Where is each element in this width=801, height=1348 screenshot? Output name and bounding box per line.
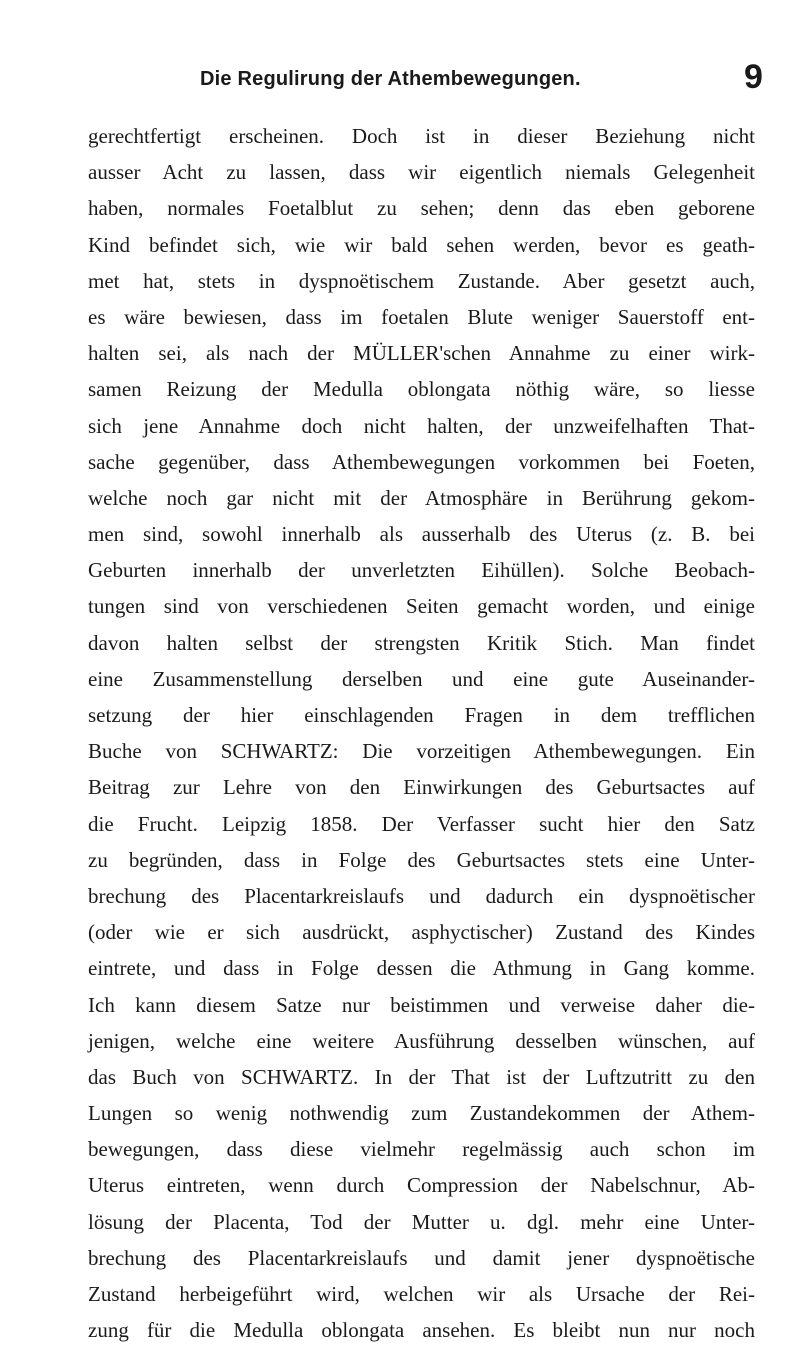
text-line: sache gegenüber, dass Athembewegungen vorkommen bei Foeten, [88,449,755,474]
text-line: gerechtfertigt erscheinen. Doch ist in dieser Beziehung nicht [88,124,755,148]
text-line: eintrete, und dass in Folge dessen die Athmung in Gang komme. [88,956,755,981]
text-line: welche noch gar nicht mit der Atmosphäre in Berührung gekom- [88,485,755,510]
text-line: Ich kann diesem Satze nur beistimmen und verweise daher die- [88,992,755,1017]
running-title: Die Regulirung der Athembewegungen. [200,68,581,90]
text-line: bewegungen, dass diese vielmehr regelmässig auch schon im [88,1137,755,1162]
text-line: das Buch von SCHWARTZ. In der That ist der Luftzutritt zu den [88,1064,755,1089]
text-line: eine Zusammenstellung derselben und eine gute Auseinander- [88,666,755,691]
text-line: brechung des Placentarkreislaufs und dadurch ein dyspnoëtischer [88,883,755,908]
text-line: davon halten selbst der strengsten Kritik Stich. Man findet [88,630,755,655]
text-line: setzung der hier einschlagenden Fragen in dem trefflichen [88,703,755,727]
text-line: Zustand herbeigeführt wird, welchen wir als Ursache der Rei- [88,1282,755,1306]
text-line: samen Reizung der Medulla oblongata nöthig wäre, so liesse [88,377,755,402]
text-line: halten sei, als nach der MÜLLER'schen Annahme zu einer wirk- [88,341,755,366]
text-line: brechung des Placentarkreislaufs und damit jener dyspnoëtische [88,1245,755,1270]
body-paragraph [88,118,755,1348]
text-line: zung für die Medulla oblongata ansehen. Es bleibt nun nur noch [88,1318,755,1343]
text-line: lösung der Placenta, Tod der Mutter u. dgl. mehr eine Unter- [88,1209,755,1234]
text-line: die Frucht. Leipzig 1858. Der Verfasser sucht hier den Satz [88,811,755,836]
page-number: 9 [744,58,763,96]
text-line: met hat, stets in dyspnoëtischem Zustande. Aber gesetzt auch, [88,268,755,293]
text-line: Lungen so wenig nothwendig zum Zustandekommen der Athem- [88,1101,755,1126]
text-line: zu begründen, dass in Folge des Geburtsactes stets eine Unter- [88,847,755,872]
text-line: Geburten innerhalb der unverletzten Eihüllen). Solche Beobach- [88,558,755,583]
text-line: men sind, sowohl innerhalb als ausserhalb des Uterus (z. B. bei [88,522,755,547]
text-line: ausser Acht zu lassen, dass wir eigentlich niemals Gelegenheit [88,160,755,185]
text-line: (oder wie er sich ausdrückt, asphyctischer) Zustand des Kindes [88,920,755,945]
text-line: sich jene Annahme doch nicht halten, der unzweifelhaften That- [88,413,755,438]
text-line: es wäre bewiesen, dass im foetalen Blute weniger Sauerstoff ent- [88,304,755,329]
text-line: haben, normales Foetalblut zu sehen; denn das eben geborene [88,196,755,221]
text-line: Uterus eintreten, wenn durch Compression der Nabelschnur, Ab- [88,1173,755,1198]
text-line: Buche von SCHWARTZ: Die vorzeitigen Athembewegungen. Ein [88,739,755,764]
text-line: tungen sind von verschiedenen Seiten gemacht worden, und einige [88,594,755,619]
text-line: Beitrag zur Lehre von den Einwirkungen des Geburtsactes auf [88,775,755,800]
text-line: jenigen, welche eine weitere Ausführung desselben wünschen, auf [88,1028,755,1053]
text-line: Kind befindet sich, wie wir bald sehen werden, bevor es geath- [88,232,755,257]
